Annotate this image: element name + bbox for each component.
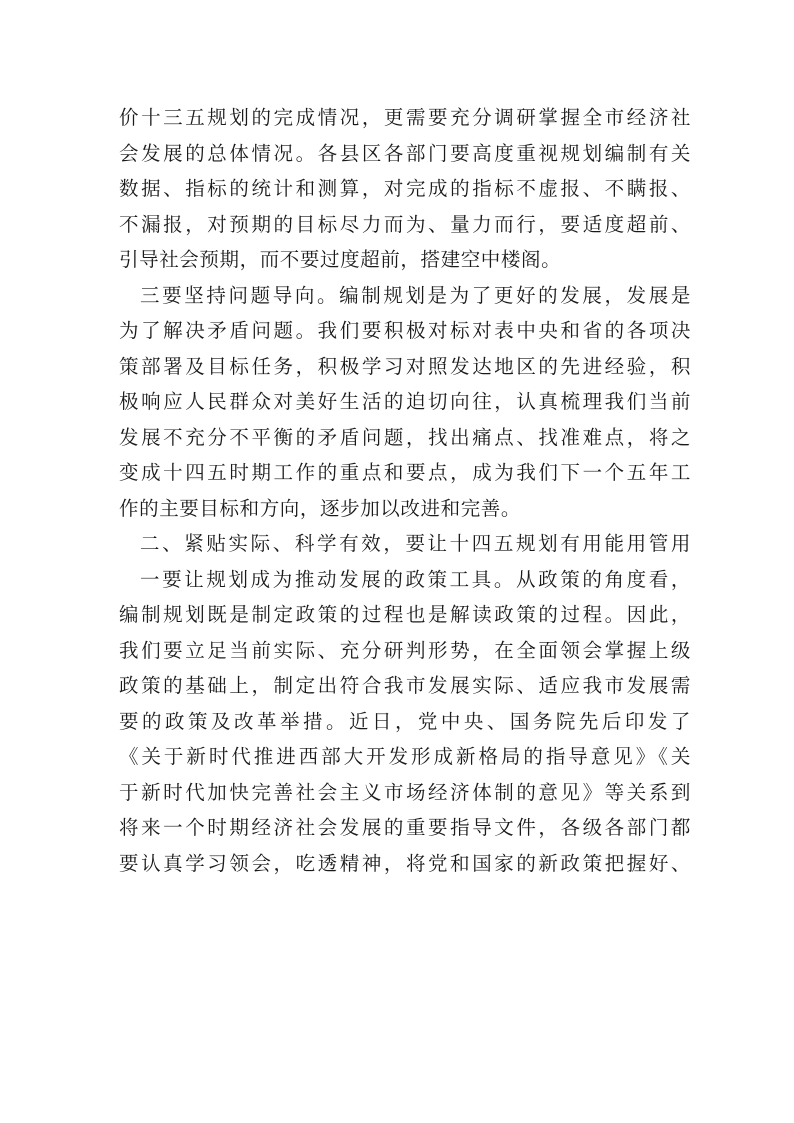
text-line: 将来一个时期经济社会发展的重要指导文件，各级各部门都 — [119, 816, 691, 839]
text-line: 政策的基础上，制定出符合我市发展实际、适应我市发展需 — [119, 674, 691, 697]
paragraph-start-line: 三要坚持问题导向。编制规划是为了更好的发展，发展是 — [140, 283, 691, 307]
text-line: 编制规划既是制定政策的过程也是解读政策的过程。因此， — [119, 603, 691, 626]
text-line: 会发展的总体情况。各县区各部门要高度重视规划编制有关 — [119, 141, 691, 165]
text-line: 不漏报，对预期的目标尽力而为、量力而行，要适度超前、 — [119, 212, 691, 236]
text-line: 《关于新时代推进西部大开发形成新格局的指导意见》《关 — [119, 745, 691, 768]
text-line: 作的主要目标和方向，逐步加以改进和完善。 — [119, 496, 522, 520]
text-line: 要认真学习领会，吃透精神，将党和国家的新政策把握好、 — [119, 851, 691, 875]
text-line: 极响应人民群众对美好生活的迫切向往，认真梳理我们当前 — [119, 390, 691, 413]
text-line: 变成十四五时期工作的重点和要点，成为我们下一个五年工 — [119, 461, 691, 484]
text-line: 价十三五规划的完成情况，更需要充分调研掌握全市经济社 — [119, 106, 691, 129]
text-line: 数据、指标的统计和测算，对完成的指标不虚报、不瞒报、 — [119, 177, 691, 200]
text-line: 发展不充分不平衡的矛盾问题，找出痛点、找准难点，将之 — [119, 425, 691, 449]
text-line: 引导社会预期，而不要过度超前，搭建空中楼阁。 — [119, 248, 562, 271]
section-heading: 二、紧贴实际、科学有效，要让十四五规划有用能用管用 — [140, 532, 691, 555]
body-text — [119, 100, 691, 881]
text-line: 于新时代加快完善社会主义市场经济体制的意见》等关系到 — [119, 780, 691, 804]
text-line: 我们要立足当前实际、充分研判形势，在全面领会掌握上级 — [119, 638, 691, 662]
text-line: 要的政策及改革举措。近日，党中央、国务院先后印发了 — [119, 709, 691, 733]
text-line: 为了解决矛盾问题。我们要积极对标对表中央和省的各项决 — [119, 319, 691, 342]
text-line: 策部署及目标任务，积极学习对照发达地区的先进经验，积 — [119, 354, 691, 378]
paragraph-start-line: 一要让规划成为推动发展的政策工具。从政策的角度看， — [140, 567, 691, 591]
